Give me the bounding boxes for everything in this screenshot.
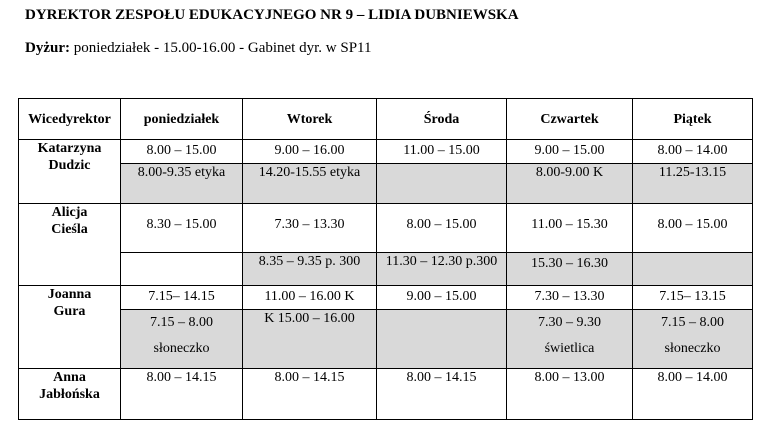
table-row xyxy=(19,204,753,253)
table-cell: 11.30 – 12.30 p.300 xyxy=(377,253,507,286)
table-cell: 7.15 – 8.00 słoneczko xyxy=(633,310,753,369)
table-cell: 8.00-9.00 K xyxy=(507,164,633,204)
table-cell: 8.00 – 14.15 xyxy=(243,369,377,420)
table-cell: 8.30 – 15.00 xyxy=(121,204,243,253)
table-cell xyxy=(377,164,507,204)
name-cell: Alicja Cieśla xyxy=(19,204,121,286)
name-cell: Anna Jabłońska xyxy=(19,369,121,420)
table-cell: 7.30 – 13.30 xyxy=(507,286,633,310)
table-cell: 7.30 – 9.30 świetlica xyxy=(507,310,633,369)
table-cell: 8.00 – 15.00 xyxy=(121,140,243,164)
table-cell: 8.00 – 15.00 xyxy=(377,204,507,253)
table-row xyxy=(19,140,753,164)
table-cell: 11.00 – 16.00 K xyxy=(243,286,377,310)
table-cell: 7.30 – 13.30 xyxy=(243,204,377,253)
table-cell: 9.00 – 15.00 xyxy=(507,140,633,164)
header-thursday: Czwartek xyxy=(507,99,633,140)
table-cell: 9.00 – 15.00 xyxy=(377,286,507,310)
table-cell: 15.30 – 16.30 xyxy=(507,253,633,286)
page-title: DYREKTOR ZESPOŁU EDUKACYJNEGO NR 9 – LIDIA DUBNIEWSKA xyxy=(25,7,519,23)
duty-label: Dyżur: xyxy=(25,40,70,56)
header-tuesday: Wtorek xyxy=(243,99,377,140)
table-cell: 8.35 – 9.35 p. 300 xyxy=(243,253,377,286)
table-row xyxy=(19,164,753,204)
duty-line xyxy=(25,40,371,57)
table-cell xyxy=(377,310,507,369)
table-cell: 8.00-9.35 etyka xyxy=(121,164,243,204)
table-row xyxy=(19,286,753,310)
table-cell: 8.00 – 13.00 xyxy=(507,369,633,420)
table-cell: K 15.00 – 16.00 xyxy=(243,310,377,369)
table-cell: 11.00 – 15.30 xyxy=(507,204,633,253)
header-wicedyrektor: Wicedyrektor xyxy=(19,99,121,140)
header-wednesday: Środa xyxy=(377,99,507,140)
header-row xyxy=(19,99,753,140)
schedule-table xyxy=(18,98,753,420)
duty-text: poniedziałek - 15.00-16.00 - Gabinet dyr. w SP11 xyxy=(70,40,372,56)
table-row xyxy=(19,310,753,369)
header-monday: poniedziałek xyxy=(121,99,243,140)
table-cell: 11.00 – 15.00 xyxy=(377,140,507,164)
table-cell: 7.15– 14.15 xyxy=(121,286,243,310)
table-cell: 7.15 – 8.00 słoneczko xyxy=(121,310,243,369)
name-cell: Joanna Gura xyxy=(19,286,121,369)
table-cell: 11.25-13.15 xyxy=(633,164,753,204)
table-cell: 14.20-15.55 etyka xyxy=(243,164,377,204)
table-cell: 9.00 – 16.00 xyxy=(243,140,377,164)
table-cell: 8.00 – 14.00 xyxy=(633,369,753,420)
table-cell xyxy=(633,253,753,286)
table-cell: 8.00 – 14.15 xyxy=(377,369,507,420)
table-cell: 7.15– 13.15 xyxy=(633,286,753,310)
table-cell: 8.00 – 14.00 xyxy=(633,140,753,164)
table-cell: 8.00 – 14.15 xyxy=(121,369,243,420)
name-cell: Katarzyna Dudzic xyxy=(19,140,121,204)
table-cell: 8.00 – 15.00 xyxy=(633,204,753,253)
table-row xyxy=(19,369,753,420)
header-friday: Piątek xyxy=(633,99,753,140)
table-cell xyxy=(121,253,243,286)
table-row xyxy=(19,253,753,286)
